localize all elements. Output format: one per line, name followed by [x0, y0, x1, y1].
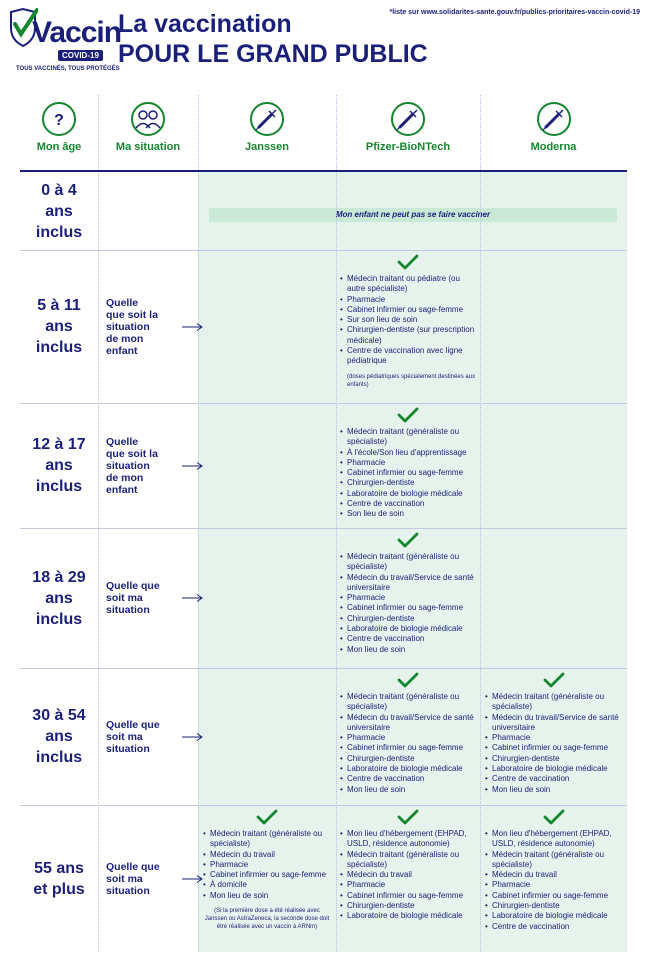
location-list [485, 829, 623, 932]
location-item: • Médecin du travail [340, 870, 476, 880]
situation-line: Quelle que [106, 580, 160, 592]
moderna-cell [485, 809, 623, 932]
situation-line: situation [106, 604, 150, 616]
location-item: • Médecin du travail/Service de santé universitaire [340, 713, 476, 734]
row-divider [20, 805, 627, 806]
situation-line: Quelle que [106, 860, 160, 873]
location-item: • Mon lieu de soin [203, 891, 331, 901]
age-line: 12 à 17 [32, 436, 86, 453]
situation-label [106, 580, 174, 616]
pfizer-cell [340, 407, 476, 520]
arrow-right-icon [182, 323, 204, 331]
column-label: Mon âge [36, 141, 82, 153]
page-title-line2: POUR LE GRAND PUBLIC [118, 40, 428, 68]
age-line: 5 à 11 [37, 297, 81, 314]
location-item: • Médecin traitant (généraliste ou spécialiste) [485, 850, 623, 871]
location-list [340, 427, 476, 520]
row-divider [20, 403, 627, 404]
footnote: (doses pédiatriques spécialement destinées aux enfants) [347, 373, 476, 388]
location-item: • Pharmacie [340, 733, 476, 743]
location-item: • Pharmacie [340, 880, 476, 890]
column-divider [480, 95, 481, 952]
location-item: • Cabinet infirmier ou sage-femme [340, 603, 476, 613]
location-item: • Laboratoire de biologie médicale [485, 764, 623, 774]
column-header-3 [336, 95, 480, 171]
location-item: • Médecin traitant (généraliste ou spécialiste) [485, 692, 623, 713]
age-label [20, 705, 98, 768]
checkmark-icon [397, 532, 419, 548]
people-icon [130, 101, 166, 137]
checkmark-icon [543, 672, 565, 688]
location-item: • Pharmacie [340, 458, 476, 468]
age-line: inclus [35, 339, 83, 356]
age-line: 55 ans [34, 859, 84, 877]
location-item: • Chirurgien-dentiste [340, 614, 476, 624]
location-item: • Médecin du travail [203, 850, 331, 860]
location-item: • Cabinet infirmier ou sage-femme [340, 891, 476, 901]
location-item: • Centre de vaccination [485, 774, 623, 784]
age-line: ans [45, 318, 73, 335]
situation-line: enfant [106, 344, 138, 357]
location-item: • Pharmacie [485, 733, 623, 743]
location-list [340, 274, 476, 367]
situation-line: que soit la [106, 447, 158, 460]
location-item: • Médecin traitant ou pédiatre (ou autre spécialiste) [340, 274, 476, 295]
pfizer-cell [340, 254, 476, 389]
situation-line: situation [106, 884, 150, 897]
situation-label [106, 719, 174, 755]
location-item: • Centre de vaccination [485, 922, 623, 932]
location-item: • Médecin traitant (généraliste ou spécialiste) [340, 427, 476, 448]
column-divider [198, 95, 199, 952]
age-line: ans [45, 589, 73, 607]
janssen-cell [203, 809, 331, 931]
age-label [20, 858, 98, 900]
location-item: • Médecin traitant (généraliste ou spécialiste) [203, 829, 331, 850]
pfizer-cell [340, 809, 476, 922]
age-line: inclus [35, 749, 83, 766]
arrow-right-icon [182, 594, 204, 602]
page-header [0, 0, 648, 95]
situation-line: Quelle que [106, 718, 160, 731]
row-divider [20, 668, 627, 669]
location-item: • Laboratoire de biologie médicale [340, 764, 476, 774]
syringe-icon [390, 101, 426, 137]
age-line: inclus [35, 223, 83, 241]
situation-line: Quelle [106, 435, 139, 448]
situation-line: de mon [106, 332, 144, 345]
age-line: 0 à 4 [41, 181, 77, 199]
location-item: • Laboratoire de biologie médicale [340, 624, 476, 634]
location-item: • Cabinet infirmier ou sage-femme [485, 891, 623, 901]
location-item: • Laboratoire de biologie médicale [340, 911, 476, 921]
location-item: • Chirurgien-dentiste [485, 901, 623, 911]
svg-text:?: ? [54, 112, 64, 129]
location-item: • Cabinet infirmier ou sage-femme [203, 870, 331, 880]
row-divider [20, 528, 627, 529]
location-list [340, 829, 476, 922]
situation-line: de mon [106, 471, 144, 484]
pfizer-cell [340, 672, 476, 795]
column-header-2 [198, 95, 336, 171]
location-item: • Centre de vaccination [340, 774, 476, 784]
age-label [20, 295, 98, 358]
age-line: 30 à 54 [32, 707, 86, 724]
location-item: • Médecin du travail [485, 870, 623, 880]
situation-label [106, 861, 174, 897]
age-line: 18 à 29 [32, 568, 86, 586]
pfizer-cell [340, 532, 476, 655]
situation-line: Quelle [106, 296, 139, 309]
situation-line: situation [106, 320, 150, 333]
page-title-line1: La vaccination [118, 10, 292, 38]
situation-line: que soit la [106, 308, 158, 321]
age-label [20, 434, 98, 497]
location-item: • Médecin traitant (généraliste ou spécialiste) [340, 692, 476, 713]
situation-line: situation [106, 742, 150, 755]
checkmark-icon [397, 809, 419, 825]
location-item: • À l'école/Son lieu d'apprentissage [340, 448, 476, 458]
location-item: • Mon lieu de soin [340, 785, 476, 795]
question-icon [41, 101, 77, 137]
situation-line: soit ma [106, 592, 143, 604]
syringe-icon [536, 101, 572, 137]
moderna-cell [485, 672, 623, 795]
syringe-icon [249, 101, 285, 137]
location-item: • Sur son lieu de soin [340, 315, 476, 325]
situation-label [106, 297, 174, 357]
location-item: • Chirurgien-dentiste [340, 754, 476, 764]
situation-line: soit ma [106, 872, 143, 885]
situation-label [106, 436, 174, 496]
column-divider [336, 95, 337, 952]
column-header-4 [480, 95, 627, 171]
age-line: inclus [35, 610, 83, 628]
column-label: Moderna [530, 141, 577, 153]
column-label: Ma situation [115, 141, 181, 153]
location-item: • Centre de vaccination [340, 499, 476, 509]
checkmark-icon [543, 809, 565, 825]
checkmark-icon [397, 254, 419, 270]
location-list [340, 552, 476, 655]
location-item: • Chirurgien-dentiste (sur prescription médicale) [340, 325, 476, 346]
column-label: Janssen [244, 141, 290, 153]
location-item: • Mon lieu d'hébergement (EHPAD, USLD, résidence autonomie) [340, 829, 476, 850]
checkmark-icon [256, 809, 278, 825]
location-item: • Chirurgien-dentiste [485, 754, 623, 764]
situation-line: enfant [106, 483, 138, 496]
row-divider [20, 250, 627, 251]
vaccination-table [20, 95, 627, 955]
location-item: • Centre de vaccination avec ligne pédiatrique [340, 346, 476, 367]
arrow-right-icon [182, 733, 204, 741]
age-line: ans [45, 202, 73, 220]
location-item: • Pharmacie [340, 593, 476, 603]
checkmark-icon [397, 672, 419, 688]
location-list [340, 692, 476, 795]
age-line: ans [45, 457, 73, 474]
location-item: • Mon lieu d'hébergement (EHPAD, USLD, résidence autonomie) [485, 829, 623, 850]
vaccin-covid-logo [8, 8, 122, 72]
age-label [20, 180, 98, 243]
location-item: • Cabinet infirmier ou sage-femme [340, 468, 476, 478]
checkmark-icon [397, 407, 419, 423]
column-header-0 [20, 95, 98, 171]
situation-line: situation [106, 459, 150, 472]
no-vaccine-banner: Mon enfant ne peut pas se faire vacciner [209, 208, 617, 222]
footnote: (Si la première dose a été réalisée avec Janssen ou AstraZeneca, la seconde dose doit être réalisée avec un vaccin à ARNm) [204, 908, 330, 931]
age-line: et plus [33, 880, 85, 898]
location-item: • Pharmacie [203, 860, 331, 870]
location-item: • Laboratoire de biologie médicale [485, 911, 623, 921]
arrow-right-icon [182, 462, 204, 470]
source-note: *liste sur www.solidarites-sante.gouv.fr/publics-prioritaires-vaccin-covid-19 [389, 9, 640, 16]
location-item: • Chirurgien-dentiste [340, 478, 476, 488]
age-label [20, 567, 98, 630]
situation-line: soit ma [106, 730, 143, 743]
location-list [485, 692, 623, 795]
location-item: • Médecin traitant (généraliste ou spécialiste) [340, 850, 476, 871]
column-label: Pfizer-BioNTech [365, 141, 451, 153]
location-item: • Laboratoire de biologie médicale [340, 489, 476, 499]
location-item: • Médecin traitant (généraliste ou spécialiste) [340, 552, 476, 573]
location-item: • Son lieu de soin [340, 509, 476, 519]
location-item: • Pharmacie [485, 880, 623, 890]
location-item: • Centre de vaccination [340, 634, 476, 644]
location-item: • Médecin du travail/Service de santé universitaire [340, 573, 476, 594]
logo-badge: COVID-19 [58, 50, 103, 61]
location-item: • Mon lieu de soin [485, 785, 623, 795]
location-item: • Cabinet infirmier ou sage-femme [485, 743, 623, 753]
column-divider [98, 95, 99, 952]
location-item: • Chirurgien-dentiste [340, 901, 476, 911]
logo-tagline: TOUS VACCINÉS, TOUS PROTÉGÉS [16, 66, 120, 72]
location-item: • Cabinet infirmier ou sage-femme [340, 743, 476, 753]
age-line: inclus [35, 478, 83, 495]
location-list [203, 829, 331, 901]
arrow-right-icon [182, 875, 204, 883]
age-line: ans [45, 728, 73, 745]
logo-word: Vaccin [32, 16, 122, 49]
column-header-1 [98, 95, 198, 171]
location-item: • Cabinet infirmier ou sage-femme [340, 305, 476, 315]
location-item: • À domicile [203, 880, 331, 890]
location-item: • Médecin du travail/Service de santé universitaire [485, 713, 623, 734]
location-item: • Mon lieu de soin [340, 645, 476, 655]
location-item: • Pharmacie [340, 295, 476, 305]
